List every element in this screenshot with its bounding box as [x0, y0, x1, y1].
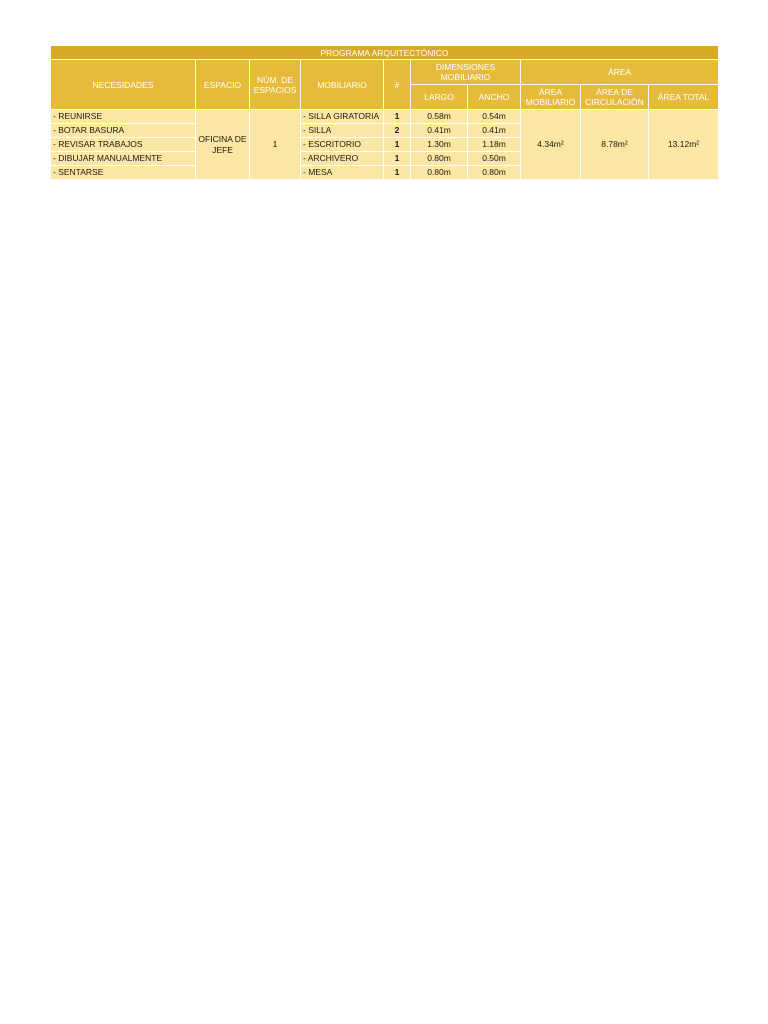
ancho-cell: 0.41m: [468, 124, 521, 138]
table-row: [51, 110, 719, 124]
ancho-cell: 0.50m: [468, 152, 521, 166]
mobiliario-cell: - ARCHIVERO: [301, 152, 384, 166]
program-table: [50, 45, 719, 180]
ancho-cell: 0.54m: [468, 110, 521, 124]
cantidad-cell: 1: [384, 152, 411, 166]
mobiliario-cell: - SILLA: [301, 124, 384, 138]
header-dimensiones: DIMENSIONES MOBILIARIO: [411, 60, 521, 85]
header-espacio: ESPACIO: [196, 60, 250, 110]
header-area-mobiliario: ÁREA MOBILIARIO: [521, 85, 581, 110]
necesidad-cell: - BOTAR BASURA: [51, 124, 196, 138]
necesidad-cell: - DIBUJAR MANUALMENTE: [51, 152, 196, 166]
necesidad-cell: - REVISAR TRABAJOS: [51, 138, 196, 152]
header-area: ÁREA: [521, 60, 719, 85]
necesidad-cell: - SENTARSE: [51, 166, 196, 180]
header-largo: LARGO: [411, 85, 468, 110]
largo-cell: 0.80m: [411, 152, 468, 166]
header-necesidades: NECESIDADES: [51, 60, 196, 110]
mobiliario-cell: - SILLA GIRATORIA: [301, 110, 384, 124]
largo-cell: 0.41m: [411, 124, 468, 138]
largo-cell: 0.80m: [411, 166, 468, 180]
header-cantidad: #: [384, 60, 411, 110]
area-circulacion-cell: 8.78m²: [581, 110, 649, 180]
header-num-espacios: NÚM. DE ESPACIOS: [250, 60, 301, 110]
area-mobiliario-cell: 4.34m²: [521, 110, 581, 180]
area-total-cell: 13.12m²: [649, 110, 719, 180]
ancho-cell: 0.80m: [468, 166, 521, 180]
largo-cell: 1.30m: [411, 138, 468, 152]
ancho-cell: 1.18m: [468, 138, 521, 152]
header-row-1: [51, 60, 719, 85]
cantidad-cell: 1: [384, 110, 411, 124]
title-row: [51, 46, 719, 60]
necesidad-cell: - REUNIRSE: [51, 110, 196, 124]
espacio-cell: OFICINA DE JEFE: [196, 110, 250, 180]
largo-cell: 0.58m: [411, 110, 468, 124]
mobiliario-cell: - ESCRITORIO: [301, 138, 384, 152]
header-mobiliario: MOBILIARIO: [301, 60, 384, 110]
cantidad-cell: 1: [384, 138, 411, 152]
mobiliario-cell: - MESA: [301, 166, 384, 180]
cantidad-cell: 2: [384, 124, 411, 138]
num-espacios-cell: 1: [250, 110, 301, 180]
header-area-circulacion: ÁREA DE CIRCULACIÓN: [581, 85, 649, 110]
cantidad-cell: 1: [384, 166, 411, 180]
header-area-total: ÁREA TOTAL: [649, 85, 719, 110]
header-ancho: ANCHO: [468, 85, 521, 110]
table-title: PROGRAMA ARQUITECTÓNICO: [51, 46, 719, 60]
